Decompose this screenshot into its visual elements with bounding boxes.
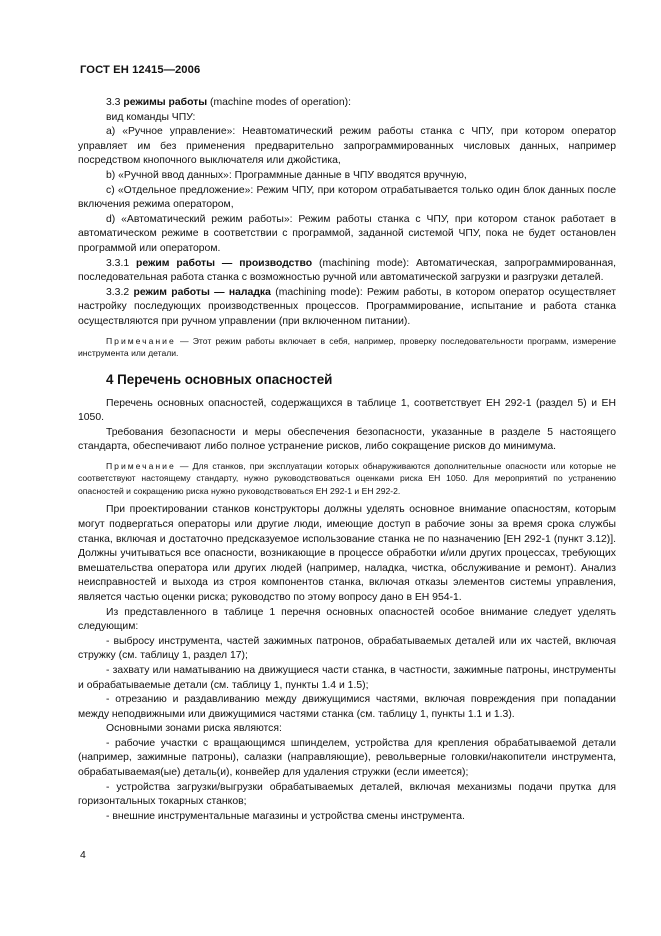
clause-number: 3.3.2 bbox=[106, 286, 130, 298]
note bbox=[78, 335, 616, 360]
clause-term: режим работы — производство bbox=[136, 257, 313, 269]
clause-text: (machining mode): Режим работы, в котором оператор осуществляет настройку последующих производственных процессов. Программирование, испытание и работа станка осуществляются при ручном управлении (при включенном питании). bbox=[78, 286, 616, 327]
clause-3-3-1 bbox=[78, 257, 616, 286]
clause-term-en: (machine modes of operation): bbox=[210, 97, 351, 108]
clause-intro: вид команды ЧПУ: bbox=[106, 111, 196, 123]
page-number: 4 bbox=[80, 850, 86, 861]
list-item: - отрезанию и раздавливанию между движущимися частями, включая повреждения при попадании между неподвижными или движущимися частями станка (см. таблицу 1, пункты 1.1 и 1.3). bbox=[78, 694, 616, 720]
note-text: — Этот режим работы включает в себя, например, проверку последовательности программ, измерение инструмента или детали. bbox=[78, 335, 616, 358]
list-item: - устройства загрузки/выгрузки обрабатываемых деталей, включая механизмы подачи прутка для горизонтальных токарных станков; bbox=[78, 781, 616, 808]
list-item: c) «Отдельное предложение»: Режим ЧПУ, при котором отрабатывается только один блок данных после включения режима оператором, bbox=[78, 184, 616, 211]
note-text: — Для станков, при эксплуатации которых обнаруживаются дополнительные опасности или которые не соответствуют настоящему стандарту, нужно руководствоваться оценками риска ЕН 1050. Для мероприятий по устранению опасностей и сокращению риска нужно руководствоваться ЕН 292-1 и ЕН 292-2. bbox=[78, 460, 616, 496]
clause-text: (machining mode): Автоматическая, запрограммированная, последовательная работа станка с возможностью ручной или автоматической загрузки и разгрузки деталей. bbox=[78, 257, 616, 284]
list-item: - выбросу инструмента, частей зажимных патронов, обрабатываемых деталей или их частей, включая стружку (см. таблицу 1, раздел 17); bbox=[78, 635, 616, 662]
section-title: 4 Перечень основных опасностей bbox=[106, 371, 333, 387]
list-item: - рабочие участки с вращающимся шпинделем, устройства для крепления обрабатываемой детали (например, зажимные патроны), салазки (направляющие), револьверные головки/накопители инструмента, обрабатываемая(ые) деталь(и), конвейер для удаления стружки (если имеется); bbox=[78, 737, 616, 779]
clause-term: режим работы — наладка bbox=[133, 286, 271, 298]
paragraph: Из представленного в таблице 1 перечня основных опасностей особое внимание следует уделять следующим: bbox=[78, 606, 616, 633]
clause-3-3-2 bbox=[78, 286, 616, 330]
list-item: - захвату или наматыванию на движущиеся части станка, в частности, зажимные патроны, инструменты и обрабатываемые детали (см. таблицу 1, пункты 1.4 и 1.5); bbox=[78, 664, 616, 691]
paragraph: При проектировании станков конструкторы должны уделять основное внимание опасностям, которым могут подвергаться операторы или другие люди, имеющие доступ в рабочие зоны за время срока службы станка, включая и достаточно предсказуемое использование станка не по назначению [ЕН 292-1 (пункт 3.12)]. Должны учитываться все опасности, возникающие в процессе обработки и/или других процессах, требующих вмешательства оператора или других людей (например, наладка, чистка, обслуживание и ремонт). Анализ неисправностей и выхода из строя компонентов станка, включая отказы элементов системы управления, является частью оценки риска; руководство по этому вопросу дано в ЕН 954-1. bbox=[78, 504, 616, 603]
note-label: Примечание bbox=[106, 460, 176, 471]
paragraph: Основными зонами риска являются: bbox=[106, 723, 282, 735]
list-item: b) «Ручной ввод данных»: Программные данные в ЧПУ вводятся вручную, bbox=[106, 169, 467, 181]
clause-term: режимы работы bbox=[123, 97, 208, 108]
list-item: d) «Автоматический режим работы»: Режим работы станка с ЧПУ, при котором станок работает в автоматическом режиме в соответствии с программой, заданной системой ЧПУ, пока не будет остановлен программой или оператором. bbox=[78, 213, 616, 254]
paragraph: Перечень основных опасностей, содержащихся в таблице 1, соответствует ЕН 292-1 (раздел 5) и ЕН 1050. bbox=[78, 397, 616, 424]
clause-3-3-heading bbox=[78, 96, 616, 111]
note bbox=[78, 460, 616, 498]
list-item: - внешние инструментальные магазины и устройства смены инструмента. bbox=[106, 810, 465, 822]
paragraph: Требования безопасности и меры обеспечения безопасности, указанные в разделе 5 настоящего стандарта, обеспечивают либо полное устранение рисков, либо сокращение рисков до минимума. bbox=[78, 426, 616, 453]
note-label: Примечание bbox=[106, 335, 176, 346]
list-item: a) «Ручное управление»: Неавтоматический режим работы станка с ЧПУ, при котором оператор управляет им без применения предварительно запрограммированных числовых данных, например посредством кнопочного выключателя или джойстика, bbox=[78, 126, 616, 167]
clause-number: 3.3 bbox=[106, 97, 121, 108]
clause-number: 3.3.1 bbox=[106, 257, 130, 269]
document-header: ГОСТ ЕН 12415—2006 bbox=[80, 64, 201, 76]
document-body bbox=[78, 96, 616, 824]
